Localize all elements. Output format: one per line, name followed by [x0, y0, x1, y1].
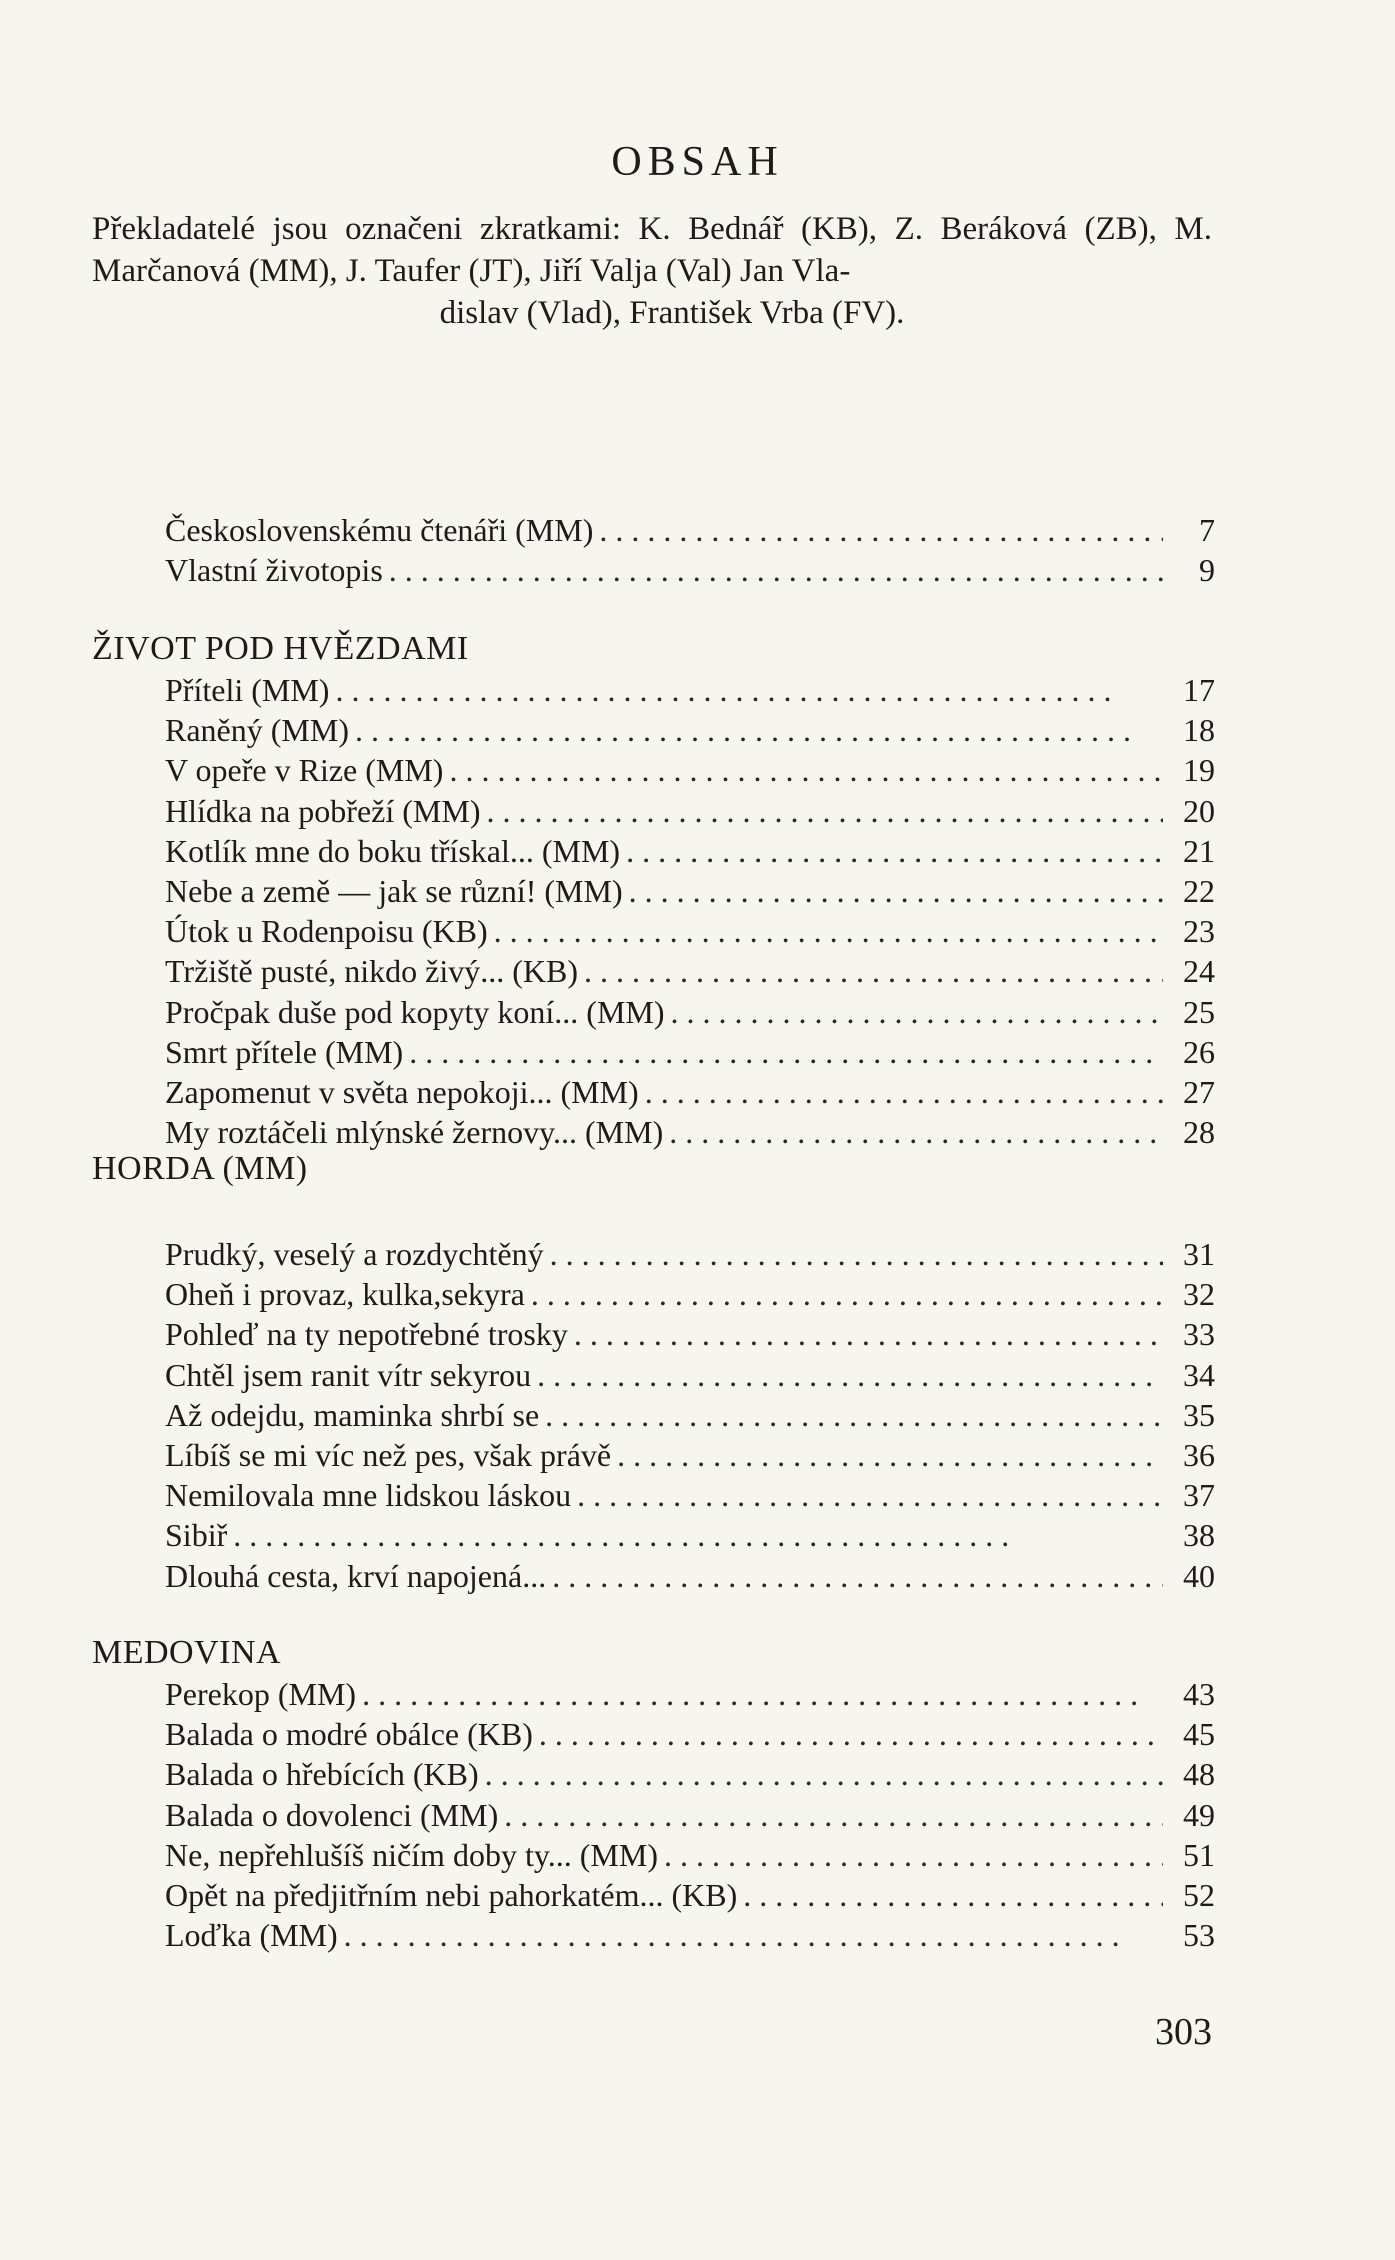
toc-entry-page: 40: [1183, 1557, 1215, 1594]
leader-dots: [552, 1558, 1163, 1595]
page-number: 303: [1155, 2011, 1212, 2053]
toc-entry-page: 21: [1183, 832, 1215, 869]
toc-entry-title: Prudký, veselý a rozdychtěný: [165, 1236, 544, 1272]
toc-entry-page: 49: [1183, 1796, 1215, 1833]
section-heading: HORDA (MM): [92, 1150, 308, 1187]
leader-dots: [645, 1074, 1163, 1111]
toc-entry-title: Balada o dovolenci (MM): [165, 1796, 499, 1833]
leader-dots: [486, 793, 1163, 830]
leader-dots: [233, 1517, 1163, 1554]
toc-entry-page: 22: [1183, 872, 1215, 909]
toc-entry-page: 43: [1183, 1676, 1215, 1712]
toc-entry-title: Pohleď na ty nepotřebné trosky: [165, 1316, 568, 1353]
toc-entry-page: 28: [1183, 1114, 1215, 1151]
toc-entry-page: 19: [1183, 752, 1215, 789]
toc-entry-title: Opět na předjitřním nebi pahorkatém... (KB): [165, 1876, 738, 1913]
leader-dots: [669, 1114, 1163, 1151]
toc-entry-title: Až odejdu, maminka shrbí se: [165, 1396, 540, 1433]
toc-entry: [165, 712, 1215, 752]
toc-entry-title: Vlastní životopis: [165, 552, 383, 589]
toc-entry: [165, 793, 1215, 833]
toc-entry: [165, 1034, 1215, 1074]
toc-entry: [165, 953, 1215, 993]
section-list: [165, 672, 1215, 1154]
leader-dots: [355, 712, 1163, 749]
toc-entry-page: 35: [1183, 1396, 1215, 1433]
toc-entry-title: Příteli (MM): [165, 672, 330, 708]
translators-note: [92, 208, 1212, 334]
section-list: [165, 1236, 1215, 1598]
toc-entry: [165, 1114, 1215, 1154]
toc-entry-page: 33: [1183, 1316, 1215, 1353]
toc-entry-title: Československému čtenáři (MM): [165, 512, 594, 548]
leader-dots: [485, 1756, 1163, 1793]
toc-entry-page: 20: [1183, 792, 1215, 829]
toc-entry: [165, 1517, 1215, 1557]
toc-entry-page: 34: [1183, 1356, 1215, 1393]
toc-entry-page: 18: [1183, 712, 1215, 749]
toc-entry: [165, 1316, 1215, 1356]
section-list: [165, 1676, 1215, 1957]
leader-dots: [577, 1477, 1163, 1514]
toc-entry-page: 27: [1183, 1073, 1215, 1110]
toc-entry-page: 37: [1183, 1477, 1215, 1514]
leader-dots: [584, 953, 1163, 990]
leader-dots: [626, 833, 1163, 870]
toc-entry: [165, 1877, 1215, 1917]
toc-entry-title: Líbíš se mi víc než pes, však právě: [165, 1436, 612, 1473]
toc-entry-title: Hlídka na pobřeží (MM): [165, 792, 481, 829]
toc-entry: [165, 552, 1215, 592]
toc-entry-title: My roztáčeli mlýnské žernovy... (MM): [165, 1114, 664, 1151]
toc-entry: [165, 752, 1215, 792]
toc-entry-page: 45: [1183, 1716, 1215, 1753]
toc-entry-page: 9: [1199, 552, 1215, 589]
toc-entry: [165, 1397, 1215, 1437]
leader-dots: [537, 1357, 1163, 1394]
toc-entry-page: 23: [1183, 913, 1215, 950]
toc-entry-page: 52: [1183, 1876, 1215, 1913]
leader-dots: [409, 1034, 1163, 1071]
toc-entry-page: 26: [1183, 1033, 1215, 1070]
leader-dots: [743, 1877, 1163, 1914]
toc-entry: [165, 994, 1215, 1034]
toc-entry-page: 31: [1183, 1236, 1215, 1272]
toc-entry-title: Loďka (MM): [165, 1917, 338, 1954]
toc-entry: [165, 873, 1215, 913]
toc-entry-title: Tržiště pusté, nikdo živý... (KB): [165, 953, 579, 990]
toc-entry-title: Útok u Rodenpoisu (KB): [165, 913, 488, 950]
toc-entry: [165, 512, 1215, 552]
leader-dots: [344, 1917, 1163, 1954]
toc-entry-title: Kotlík mne do boku třískal... (MM): [165, 832, 621, 869]
toc-entry: [165, 1437, 1215, 1477]
toc-entry: [165, 1917, 1215, 1957]
toc-entry: [165, 1716, 1215, 1756]
toc-entry-title: Raněný (MM): [165, 712, 349, 749]
translators-note-line-1: Překladatelé jsou označeni zkratkami: K. Bednář (KB), Z. Beráková (ZB), M. Marčanová (MM), J. Taufer (JT), Jiří Valja (Val) Jan Vla-: [92, 211, 1212, 289]
toc-entry-title: Oheň i provaz, kulka,sekyra: [165, 1276, 525, 1313]
toc-entry-page: 25: [1183, 993, 1215, 1030]
toc-entry: [165, 1756, 1215, 1796]
toc-entry-title: Dlouhá cesta, krví napojená...: [165, 1557, 547, 1594]
toc-entry-title: Balada o hřebících (KB): [165, 1756, 479, 1793]
leader-dots: [335, 672, 1163, 709]
leader-dots: [617, 1437, 1163, 1474]
leader-dots: [389, 552, 1163, 589]
leader-dots: [449, 752, 1163, 789]
leader-dots: [664, 1837, 1163, 1874]
toc-entry-page: 36: [1183, 1436, 1215, 1473]
toc-entry: [165, 833, 1215, 873]
leader-dots: [504, 1797, 1163, 1834]
toc-entry: [165, 1676, 1215, 1716]
toc-entry: [165, 1236, 1215, 1276]
toc-entry-page: 17: [1183, 672, 1215, 708]
toc-entry-page: 51: [1183, 1836, 1215, 1873]
toc-entry: [165, 1074, 1215, 1114]
page-title: OBSAH: [611, 139, 784, 185]
toc-entry-page: 48: [1183, 1756, 1215, 1793]
leader-dots: [599, 512, 1163, 549]
leader-dots: [531, 1276, 1163, 1313]
section-heading: MEDOVINA: [92, 1634, 282, 1671]
toc-entry-title: Chtěl jsem ranit vítr sekyrou: [165, 1356, 532, 1393]
toc-entry-title: Nebe a země — jak se různí! (MM): [165, 872, 623, 909]
toc-entry: [165, 1837, 1215, 1877]
leader-dots: [362, 1676, 1163, 1713]
toc-entry-title: Nemilovala mne lidskou láskou: [165, 1477, 572, 1514]
toc-entry: [165, 672, 1215, 712]
toc-entry-title: Perekop (MM): [165, 1676, 357, 1712]
section-heading: ŽIVOT POD HVĚZDAMI: [92, 630, 469, 667]
toc-entry-title: Sibiř: [165, 1517, 228, 1554]
leader-dots: [629, 873, 1163, 910]
leader-dots: [574, 1316, 1163, 1353]
toc-entry: [165, 1477, 1215, 1517]
toc-entry-title: Pročpak duše pod kopyty koní... (MM): [165, 993, 665, 1030]
leader-dots: [671, 994, 1163, 1031]
toc-entry: [165, 1797, 1215, 1837]
toc-entry-title: Balada o modré obálce (KB): [165, 1716, 533, 1753]
toc-entry: [165, 913, 1215, 953]
toc-entry-title: Ne, nepřehlušíš ničím doby ty... (MM): [165, 1836, 658, 1873]
toc-entry-page: 38: [1183, 1517, 1215, 1554]
leader-dots: [539, 1716, 1163, 1753]
toc-entry-page: 32: [1183, 1276, 1215, 1313]
toc-entry: [165, 1558, 1215, 1598]
translators-note-line-2: dislav (Vlad), František Vrba (FV).: [439, 295, 905, 331]
toc-entry-title: V opeře v Rize (MM): [165, 752, 444, 789]
toc-entry: [165, 1357, 1215, 1397]
leader-dots: [545, 1397, 1163, 1434]
front-matter-list: [165, 512, 1215, 592]
toc-entry-title: Zapomenut v světa nepokoji... (MM): [165, 1073, 639, 1110]
toc-entry-page: 7: [1199, 512, 1215, 548]
leader-dots: [550, 1236, 1163, 1273]
toc-entry-page: 53: [1183, 1917, 1215, 1954]
toc-entry: [165, 1276, 1215, 1316]
toc-entry-title: Smrt přítele (MM): [165, 1033, 404, 1070]
leader-dots: [494, 913, 1163, 950]
toc-entry-page: 24: [1183, 953, 1215, 990]
